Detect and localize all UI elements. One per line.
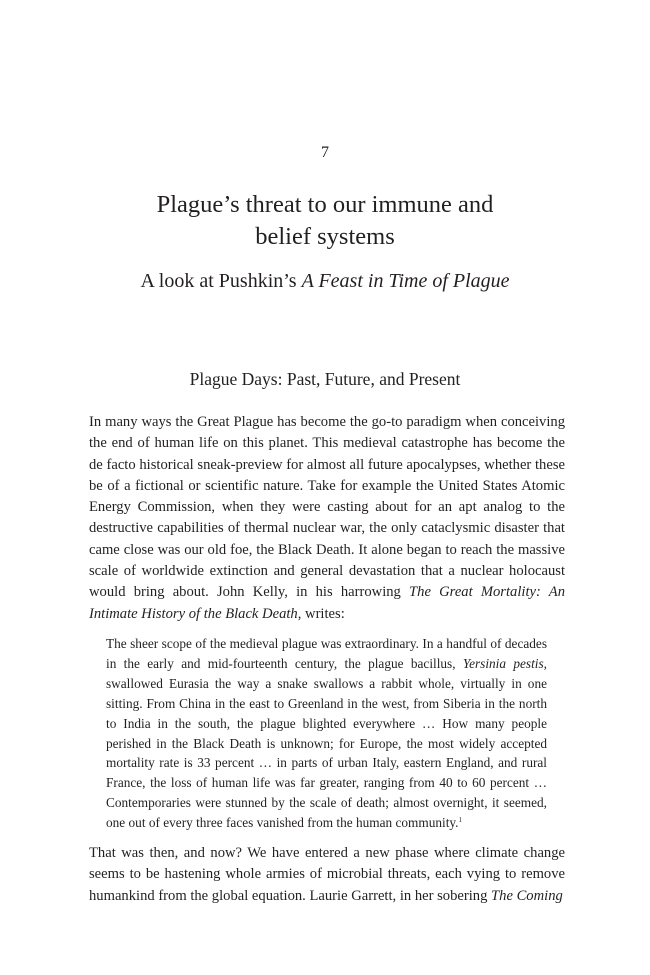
- chapter-title-line-1: Plague’s threat to our immune and: [156, 191, 494, 218]
- section-heading: Plague Days: Past, Future, and Present: [189, 369, 461, 389]
- chapter-subtitle: [45, 268, 605, 294]
- quote-text-after: swallowed Eurasia the way a snake swallows a rabbit whole, virtually in one sitting. From China in the east to Greenland in the west, from Siberia in the north to India in the south, the plague blighted everywhere … How many people perished in the Black Death is unknown; for Europe, the most widely accepted mortality rate is 33 percent … in parts of urban Italy, eastern England, and rural France, the loss of human life was far greater, ranging from 40 to 60 percent … Contemporaries were stunned by the scale of death; almost overnight, it seemed, one out of every three faces vanished from the human community.: [106, 675, 547, 831]
- chapter-title-line-2: belief systems: [255, 223, 395, 250]
- chapter-subtitle-prefix: A look at Pushkin’s: [140, 270, 302, 292]
- body-paragraph-2: [89, 843, 565, 907]
- quote-species-name: Yersinia pestis,: [462, 655, 547, 671]
- paragraph-1-tail: writes:: [301, 605, 345, 622]
- footnote-marker[interactable]: 1: [458, 816, 462, 825]
- paragraph-1-book-title: The Great Mortality: An Intimate History of the Black Death,: [89, 584, 565, 622]
- paragraph-1-text: In many ways the Great Plague has become the go-to paradigm when conceiving the end of human life on this planet. This medieval catastrophe has become the de facto historical sneak-preview for almost all future apocalypses, whether these be of a fictional or scientific nature. Take for example the United States Atomic Energy Commission, when they were casting about for an apt analog to the destructive capabilities of thermal nuclear war, the only cataclysmic disaster that came close was our old foe, the Black Death. It alone began to reach the massive scale of worldwide extinction and general devastation that a nuclear holocaust would bring about. John Kelly, in his harrowing: [89, 414, 565, 601]
- paragraph-2-text: That was then, and now? We have entered a new phase where climate change seems to be hastening whole armies of microbial threats, each vying to remove humankind from the global equation. Laurie Garrett, in her sobering: [89, 845, 565, 904]
- chapter-title: [75, 189, 575, 253]
- body-paragraph-1: [89, 412, 565, 625]
- chapter-subtitle-work-title: A Feast in Time of Plague: [301, 270, 510, 292]
- quote-text-before: The sheer scope of the medieval plague was extraordinary. In a handful of decades in the early and mid-fourteenth century, the plague bacillus,: [106, 636, 547, 671]
- paragraph-2-book-title: The Coming: [491, 887, 563, 904]
- block-quote: [106, 634, 547, 833]
- chapter-number: 7: [321, 144, 329, 161]
